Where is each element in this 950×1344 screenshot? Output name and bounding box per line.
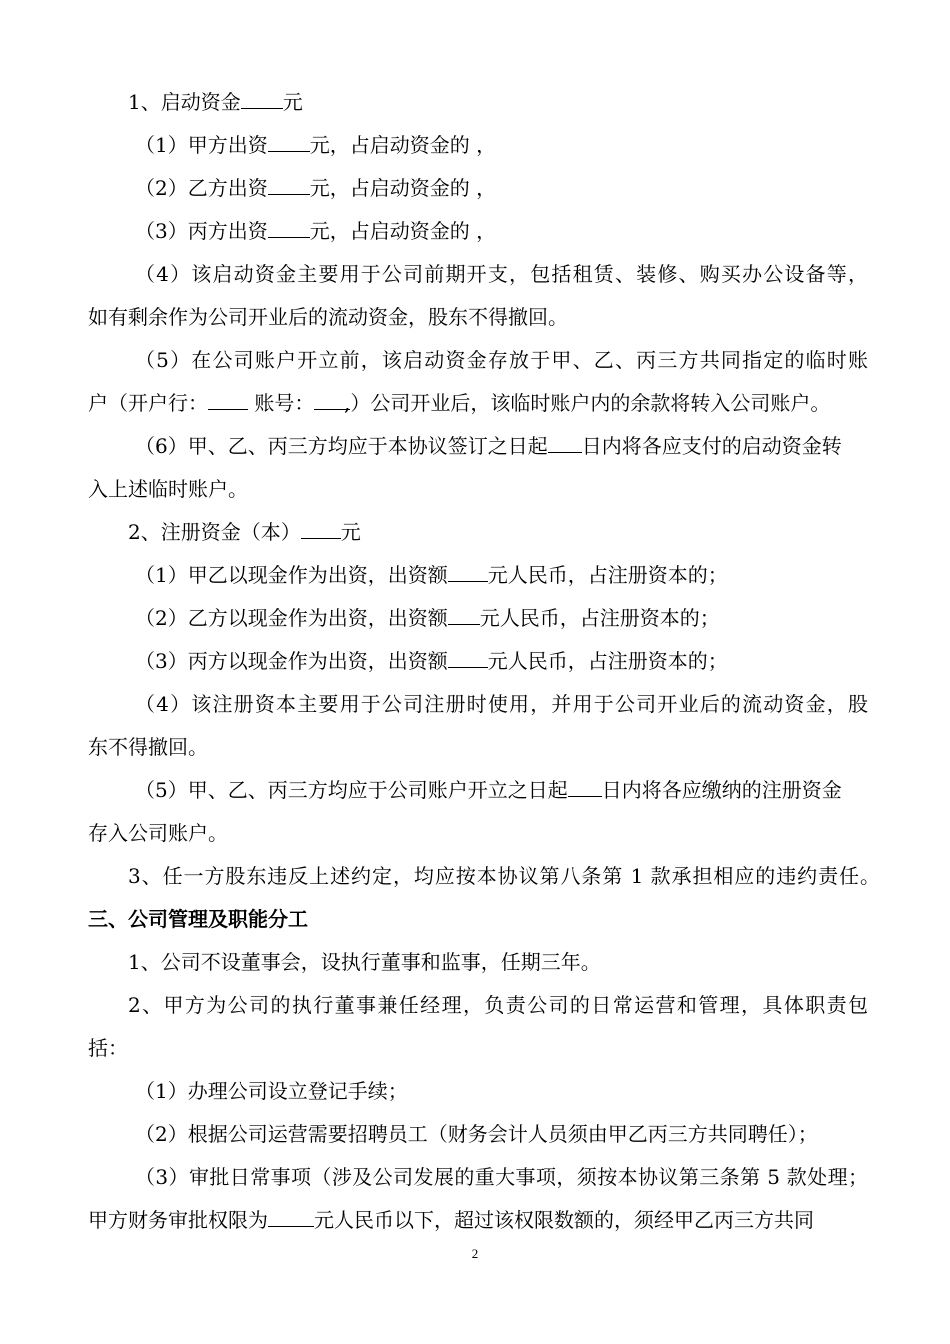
text: （2）乙方出资 <box>135 176 268 200</box>
text: 元人民币，占注册资本的； <box>487 563 728 587</box>
section-heading: 三、公司管理及职能分工 <box>88 907 308 931</box>
deposit-deadline-line <box>135 432 868 460</box>
paragraph-line: 2、甲方为公司的执行董事兼任经理，负责公司的日常运营和管理，具体职责包 <box>128 993 868 1017</box>
blank-underline <box>208 389 248 410</box>
text: 元人民币以下，超过该权限数额的，须经甲乙丙三方共同 <box>314 1208 814 1232</box>
startup-capital-heading <box>128 88 868 116</box>
text: （3）丙方出资 <box>135 219 268 243</box>
registered-deadline-line <box>135 776 868 804</box>
blank-underline <box>448 604 480 625</box>
text: 日内将各应支付的启动资金转 <box>581 434 842 458</box>
party-a-contribution <box>135 131 868 159</box>
text: （2）乙方以现金作为出资，出资额 <box>135 606 448 630</box>
registered-capital-item-2 <box>135 604 868 632</box>
paragraph-line: （1）办理公司设立登记手续； <box>135 1079 408 1103</box>
paragraph-line: 入上述临时账户。 <box>88 477 248 501</box>
blank-underline <box>241 88 283 109</box>
text: 户（开户行： <box>88 391 208 415</box>
text: 账号： <box>248 391 315 415</box>
text: 1、启动资金 <box>128 90 241 114</box>
text: 元，占启动资金的 ， <box>309 133 497 157</box>
approval-limit-line <box>88 1206 868 1234</box>
party-c-contribution <box>135 217 868 245</box>
text: 元人民币，占注册资本的； <box>479 606 720 630</box>
text: （1）甲方出资 <box>135 133 268 157</box>
text: （3）丙方以现金作为出资，出资额 <box>135 649 448 673</box>
blank-underline <box>268 217 310 238</box>
page-number: 2 <box>471 1246 479 1261</box>
blank-underline <box>448 561 488 582</box>
paragraph-line: 括： <box>88 1036 128 1060</box>
text: 元，占启动资金的 ， <box>309 176 497 200</box>
blank-underline <box>301 518 341 539</box>
text: 2、注册资金（本） <box>128 520 301 544</box>
account-info-line <box>88 389 868 417</box>
text: 甲方财务审批权限为 <box>88 1208 268 1232</box>
registered-capital-item-1 <box>135 561 868 589</box>
text: ）公司开业后，该临时账户内的余款将转入公司账户。 <box>350 391 831 415</box>
blank-underline <box>268 174 310 195</box>
blank-underline <box>268 131 310 152</box>
paragraph-line: （4）该注册资本主要用于公司注册时使用，并用于公司开业后的流动资金，股 <box>135 692 868 716</box>
paragraph-line: 存入公司账户。 <box>88 821 228 845</box>
paragraph-line: （3）审批日常事项（涉及公司发展的重大事项，须按本协议第三条第 5 款处理； <box>135 1165 868 1189</box>
blank-underline <box>448 647 488 668</box>
paragraph-line: （2）根据公司运营需要招聘员工（财务会计人员须由甲乙丙三方共同聘任）； <box>135 1122 818 1146</box>
party-b-contribution <box>135 174 868 202</box>
paragraph-line: 如有剩余作为公司开业后的流动资金，股东不得撤回。 <box>88 305 568 329</box>
text: 日内将各应缴纳的注册资金 <box>601 778 842 802</box>
text: （6）甲、乙、丙三方均应于本协议签订之日起 <box>135 434 548 458</box>
text: （1）甲乙以现金作为出资，出资额 <box>135 563 448 587</box>
text: （5）甲、乙、丙三方均应于公司账户开立之日起 <box>135 778 568 802</box>
registered-capital-heading <box>128 518 868 546</box>
paragraph-line: 东不得撤回。 <box>88 735 208 759</box>
text: 元人民币，占注册资本的； <box>487 649 728 673</box>
registered-capital-item-3 <box>135 647 868 675</box>
text: 元 <box>282 90 303 114</box>
paragraph-line: （5）在公司账户开立前，该启动资金存放于甲、乙、丙三方共同指定的临时账 <box>135 348 868 372</box>
blank-underline <box>548 432 582 453</box>
text: 元，占启动资金的 ， <box>309 219 497 243</box>
paragraph-line: 3、任一方股东违反上述约定，均应按本协议第八条第 1 款承担相应的违约责任。 <box>128 864 880 888</box>
blank-underline: , <box>314 389 350 410</box>
blank-underline <box>568 776 602 797</box>
text: 元 <box>340 520 361 544</box>
paragraph-line: （4）该启动资金主要用于公司前期开支，包括租赁、装修、购买办公设备等， <box>135 262 868 286</box>
blank-underline <box>268 1206 314 1227</box>
paragraph-line: 1、公司不设董事会，设执行董事和监事，任期三年。 <box>128 950 601 974</box>
